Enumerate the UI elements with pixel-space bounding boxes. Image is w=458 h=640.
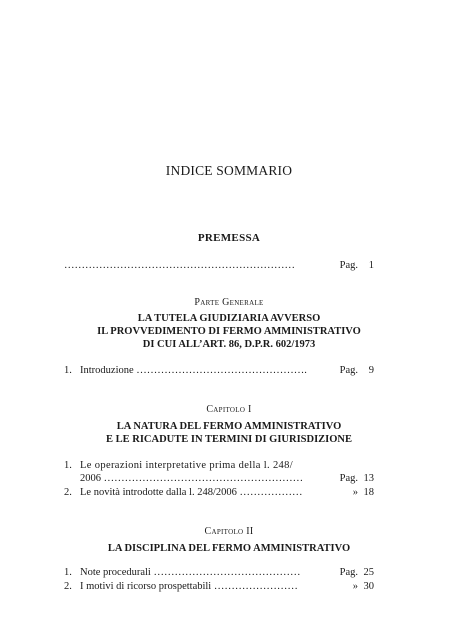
toc-entry[interactable] — [64, 566, 374, 579]
entry-number: 2. — [64, 487, 72, 498]
part-title-line-2: IL PROVVEDIMENTO DI FERMO AMMINISTRATIVO — [97, 326, 361, 337]
chapter-label: Capitolo II — [204, 526, 254, 537]
entry-page-label: Pag. — [339, 365, 358, 376]
toc-entry[interactable] — [64, 364, 374, 377]
part-title-line-1: LA TUTELA GIUDIZIARIA AVVERSO — [137, 313, 321, 324]
premessa-entry[interactable] — [64, 259, 374, 272]
entry-title: Introduzione …………………………………………. — [80, 365, 307, 376]
entry-page-number: 1 — [368, 260, 374, 271]
entry-page-number: 25 — [363, 567, 374, 578]
toc-entry[interactable] — [64, 580, 374, 593]
chapter-title-line-2: E LE RICADUTE IN TERMINI DI GIURISDIZIONE — [105, 434, 353, 445]
entry-page-number: 18 — [363, 487, 374, 498]
entry-page-label: Pag. — [339, 260, 358, 271]
part-title-line-3: DI CUI ALL’ART. 86, D.P.R. 602/1973 — [142, 339, 316, 350]
entry-page-label: » — [352, 487, 358, 498]
entry-number: 1. — [64, 567, 72, 578]
toc-entry[interactable] — [64, 486, 374, 499]
premessa-heading: PREMESSA — [197, 232, 261, 244]
entry-title-continuation: 2006 ………………………………………………… — [80, 473, 304, 484]
entry-page-label: Pag. — [339, 567, 358, 578]
entry-page-number: 13 — [363, 473, 374, 484]
entry-page-label: Pag. — [339, 473, 358, 484]
chapter-title-line-1: LA DISCIPLINA DEL FERMO AMMINISTRATIVO — [107, 543, 351, 554]
entry-page-number: 9 — [368, 365, 374, 376]
entry-page-number: 30 — [363, 581, 374, 592]
toc-entry[interactable] — [64, 459, 374, 485]
entry-page-label: » — [352, 581, 358, 592]
entry-leader: ………………………………………………………… — [64, 260, 295, 271]
entry-number: 1. — [64, 460, 72, 471]
entry-number: 1. — [64, 365, 72, 376]
entry-number: 2. — [64, 581, 72, 592]
part-label: Parte Generale — [194, 297, 264, 308]
chapter-label: Capitolo I — [206, 404, 252, 415]
entry-title: Note procedurali …………………………………… — [80, 567, 301, 578]
entry-title: I motivi di ricorso prospettabili …………………… — [80, 581, 298, 592]
chapter-title-line-1: LA NATURA DEL FERMO AMMINISTRATIVO — [116, 421, 342, 432]
entry-title: Le operazioni interpretative prima della l. 248/ — [80, 460, 294, 471]
entry-title: Le novità introdotte dalla l. 248/2006 ……………… — [80, 487, 303, 498]
page-title: INDICE SOMMARIO — [165, 163, 293, 178]
